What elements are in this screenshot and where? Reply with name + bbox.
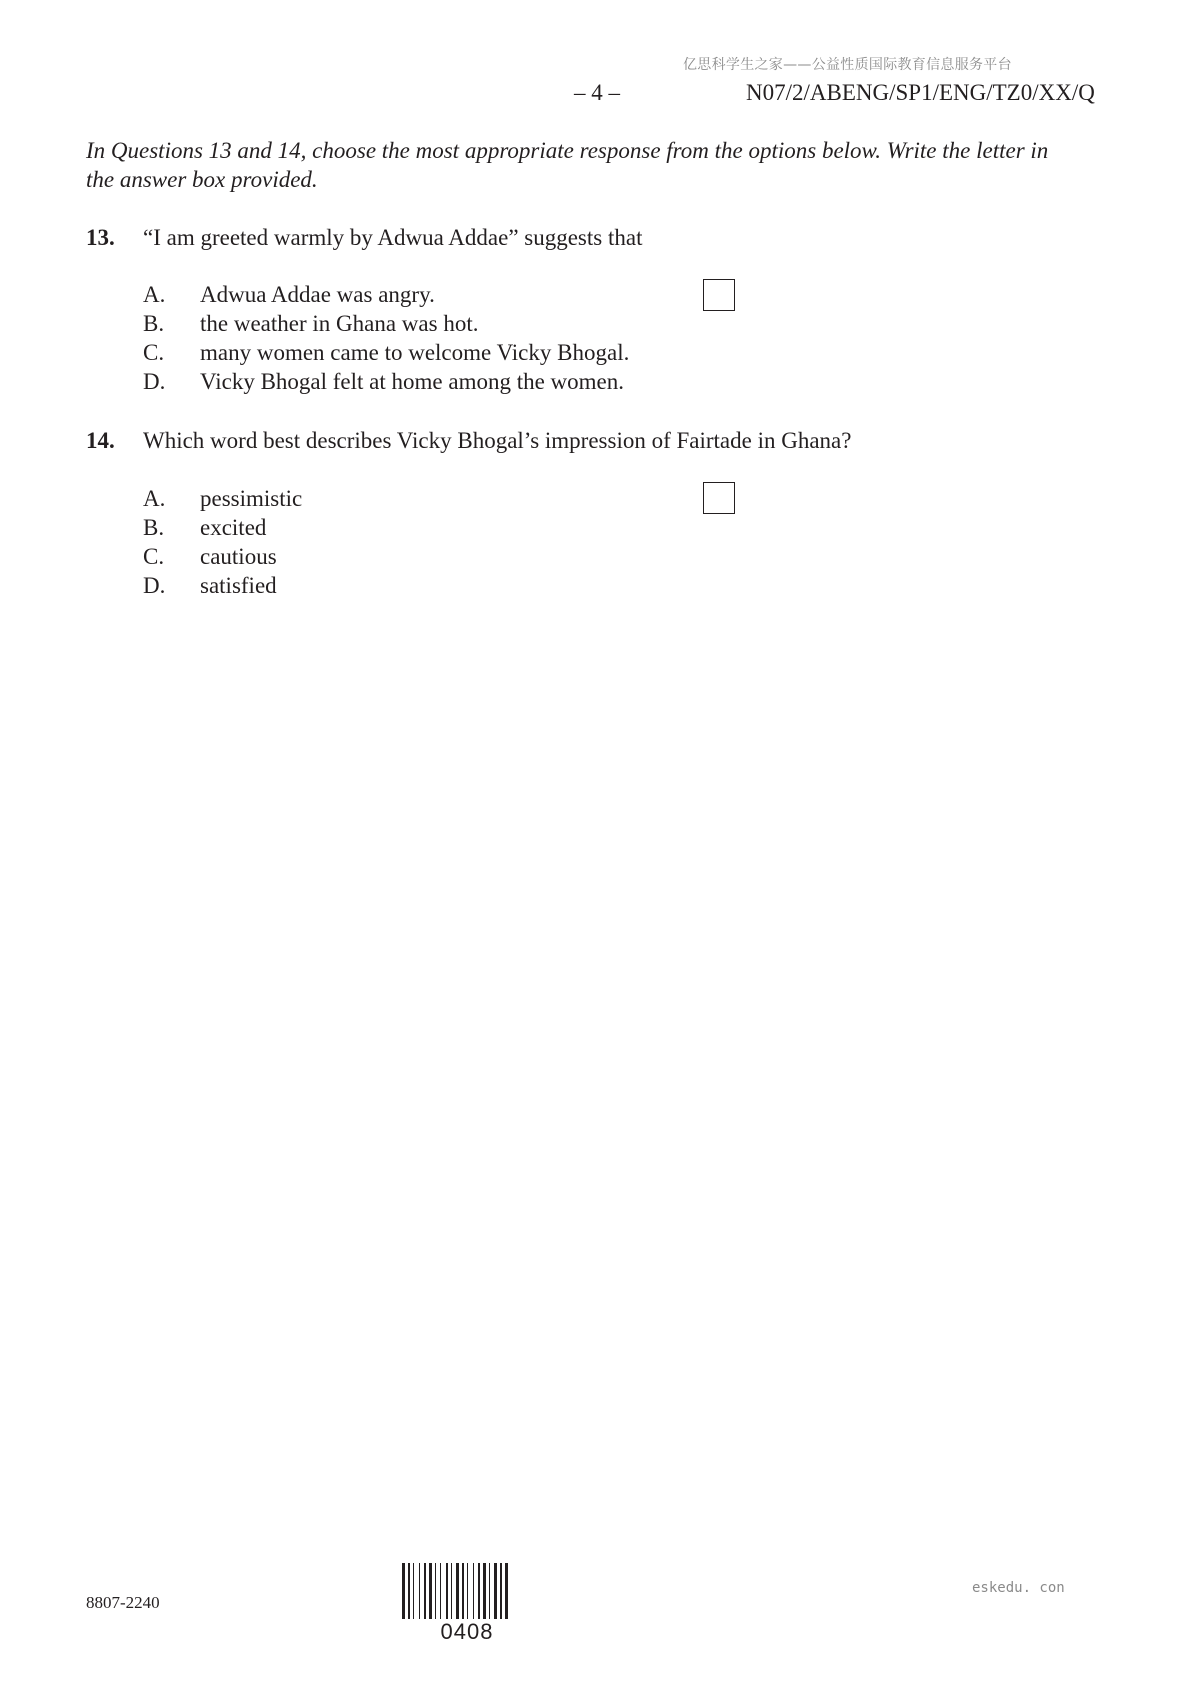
question-14-option-b-letter: B. bbox=[143, 515, 165, 540]
question-14-option-a-letter: A. bbox=[143, 486, 166, 511]
question-13-option-d-text: Vicky Bhogal felt at home among the women. bbox=[200, 369, 625, 394]
question-13-number: 13. bbox=[86, 225, 115, 250]
paper-code: N07/2/ABENG/SP1/ENG/TZ0/XX/Q bbox=[746, 80, 1095, 105]
question-14-option-c-text: cautious bbox=[200, 544, 277, 569]
question-14-option-b-text: excited bbox=[200, 515, 267, 540]
question-14-number: 14. bbox=[86, 428, 115, 453]
question-13-option-a-text: Adwua Addae was angry. bbox=[200, 282, 435, 307]
question-14-option-a-text: pessimistic bbox=[200, 486, 303, 511]
footer-site: eskedu. con bbox=[972, 1580, 1065, 1596]
question-13-answer-box[interactable] bbox=[703, 279, 735, 311]
question-14-option-c-letter: C. bbox=[143, 544, 165, 569]
instructions-line-2: the answer box provided. bbox=[86, 167, 318, 192]
question-14-answer-box[interactable] bbox=[703, 482, 735, 514]
question-13-option-b-letter: B. bbox=[143, 311, 165, 336]
instructions-line-1: In Questions 13 and 14, choose the most appropriate response from the options below. Write the letter in bbox=[86, 138, 1049, 163]
question-13-option-a-letter: A. bbox=[143, 282, 166, 307]
watermark-text: 亿思科学生之家——公益性质国际教育信息服务平台 bbox=[683, 57, 1012, 73]
question-13-option-b-text: the weather in Ghana was hot. bbox=[200, 311, 479, 336]
question-13-option-d-letter: D. bbox=[143, 369, 166, 394]
question-14-option-d-text: satisfied bbox=[200, 573, 277, 598]
instructions bbox=[86, 136, 1116, 194]
footer-code: 8807-2240 bbox=[86, 1593, 160, 1612]
question-13-option-c-text: many women came to welcome Vicky Bhogal. bbox=[200, 340, 630, 365]
page-number: – 4 – bbox=[574, 80, 620, 105]
barcode-number: 0408 bbox=[440, 1619, 494, 1644]
question-14-text: Which word best describes Vicky Bhogal’s impression of Fairtade in Ghana? bbox=[143, 428, 852, 453]
question-13-option-c-letter: C. bbox=[143, 340, 165, 365]
barcode-image bbox=[402, 1563, 534, 1619]
question-13-text: “I am greeted warmly by Adwua Addae” suggests that bbox=[143, 225, 643, 250]
question-14-option-d-letter: D. bbox=[143, 573, 166, 598]
